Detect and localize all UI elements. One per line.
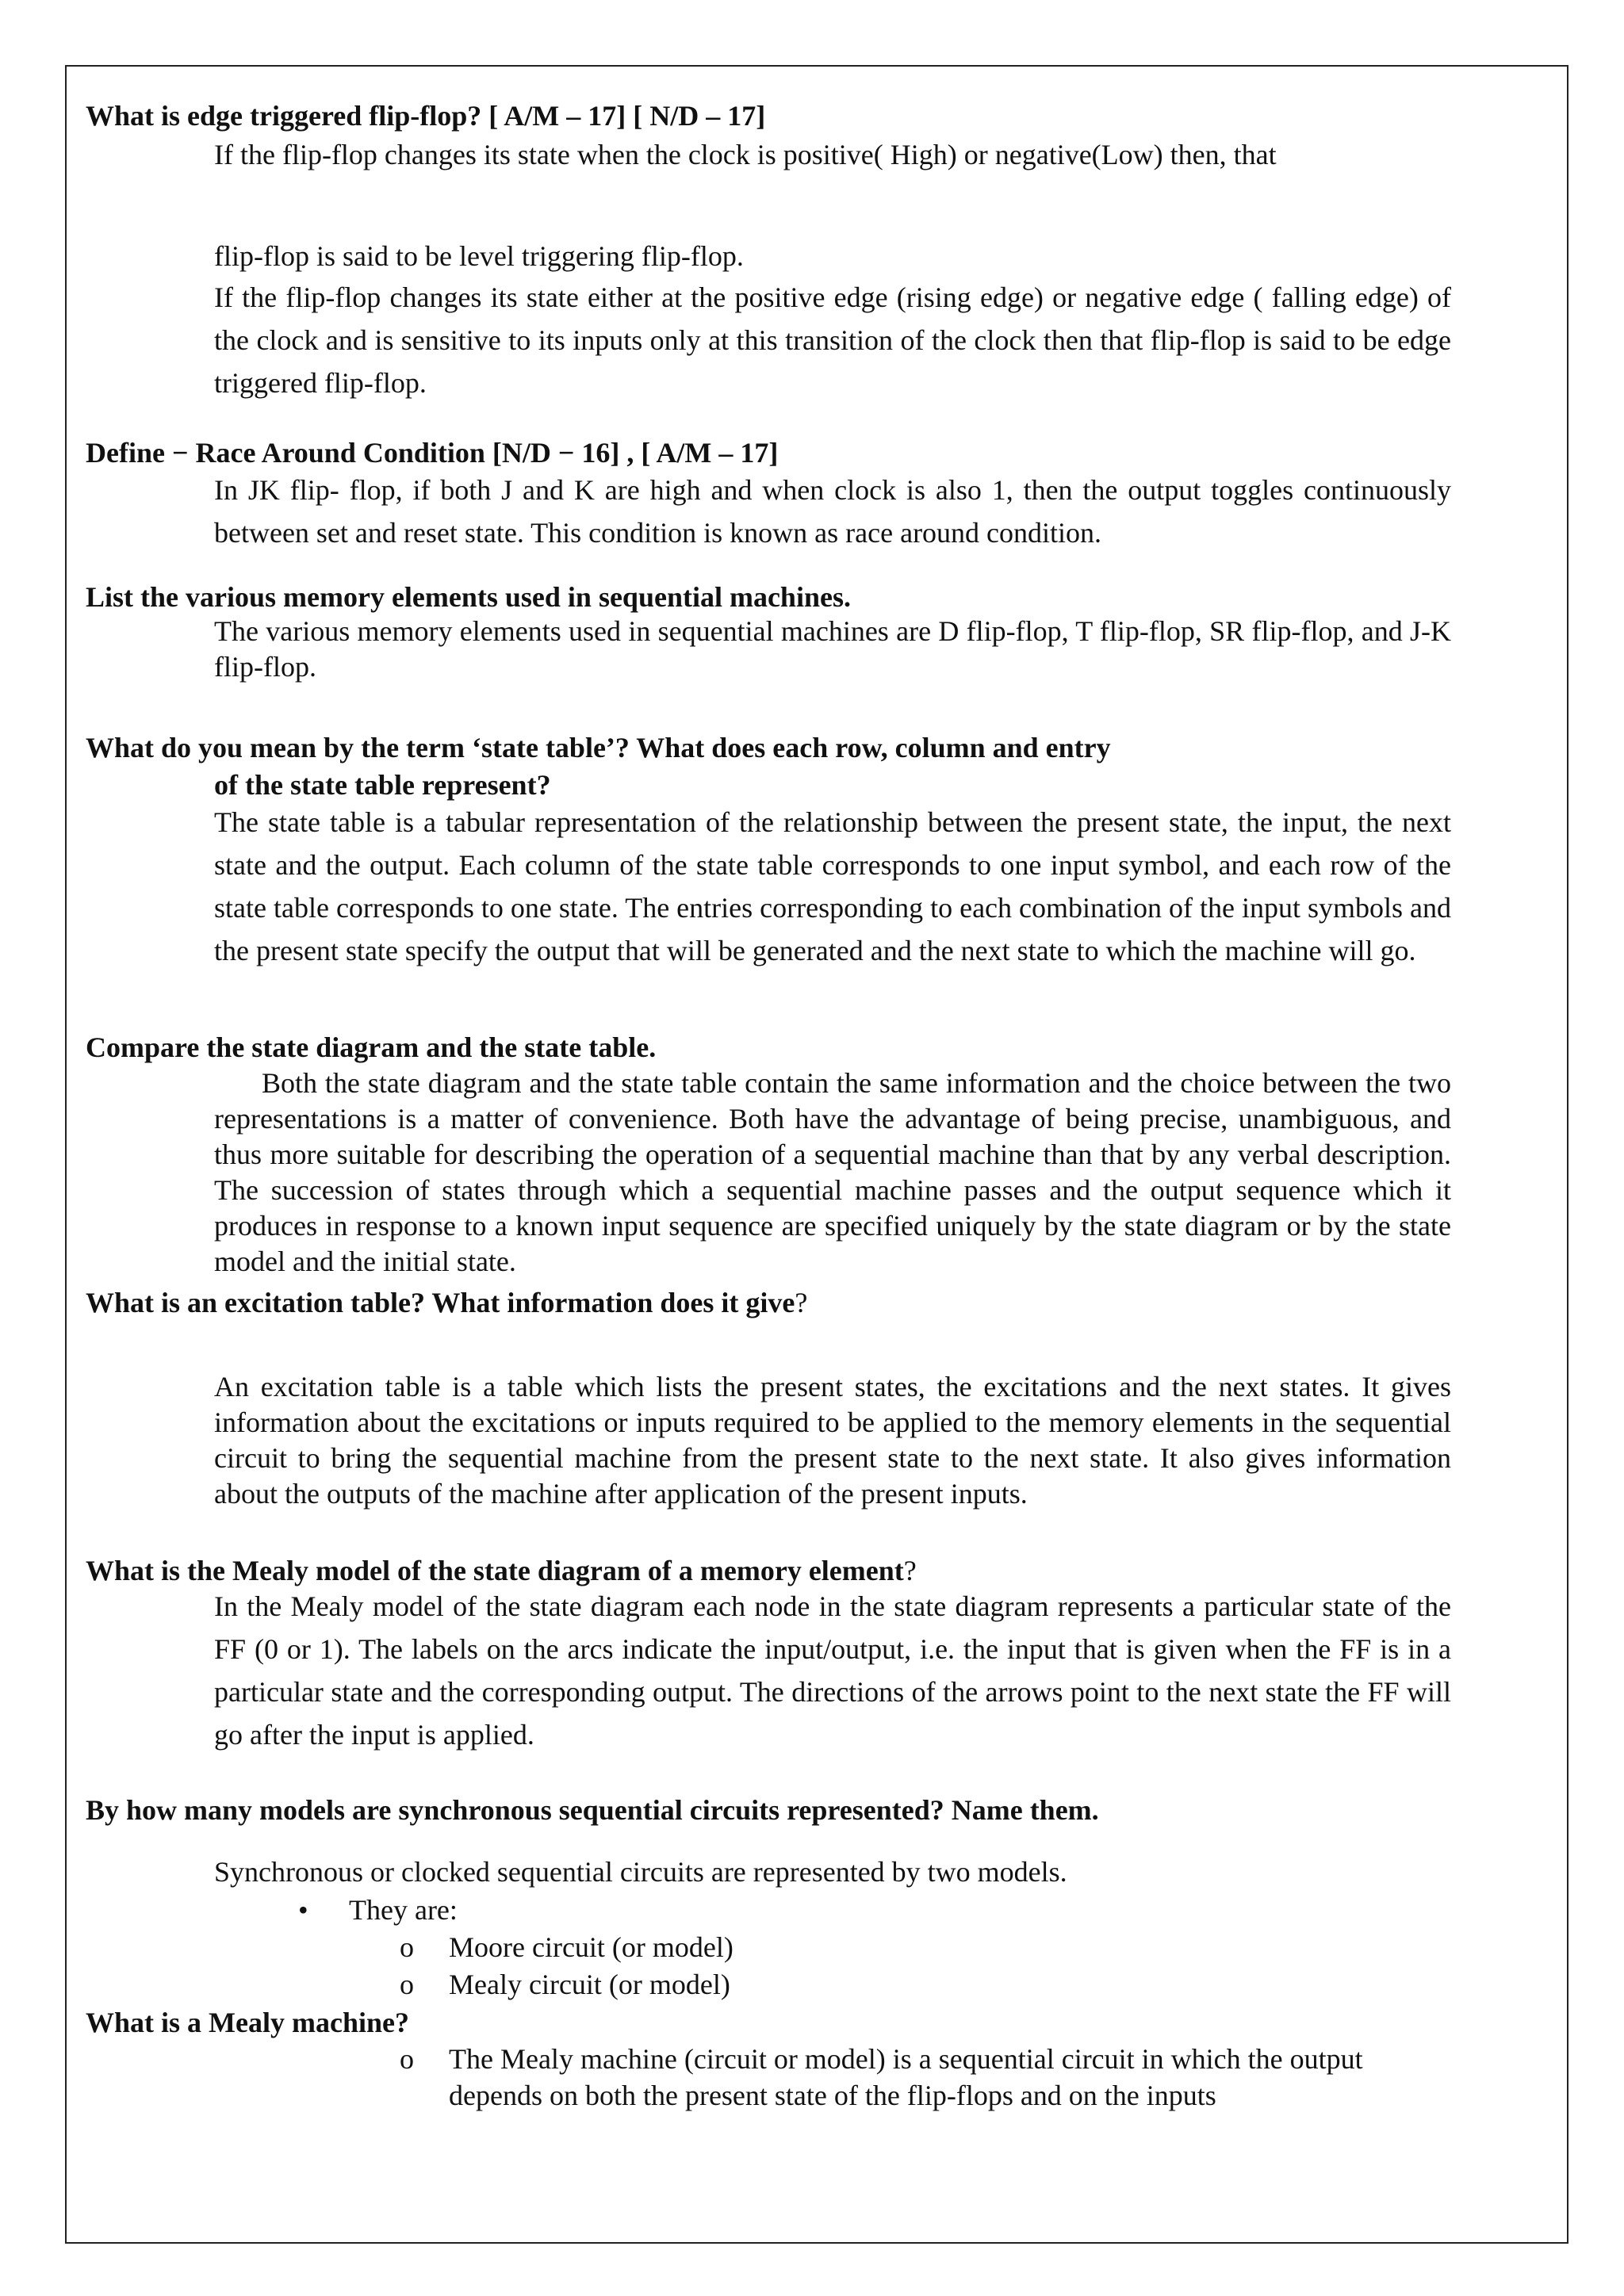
list-item-mealy: Mealy circuit (or model) bbox=[449, 1969, 730, 2000]
question-mealy-model-text: What is the Mealy model of the state diagram of a memory element bbox=[86, 1555, 904, 1586]
question-models-count: By how many models are synchronous sequential circuits represented? Name them. bbox=[86, 1794, 1099, 1826]
answer-models-count: Synchronous or clocked sequential circuits are represented by two models. bbox=[214, 1856, 1067, 1888]
answer-edge-triggered-para: If the flip-flop changes its state either at the positive edge (rising edge) or negative edge ( falling edge) of the clock and is sensitive to its inputs only at this transition of the clock then that flip-flop is said to be edge triggered flip-flop. bbox=[214, 281, 1451, 399]
answer-state-table: The state table is a tabular representation of the relationship between the present state, the input, the next state and the output. Each column of the state table corresponds to one input symbol, and each row of the state table corresponds to one state. The entries corresponding to each combination of the input symbols and the present state specify the output that will be generated and the next state to which the machine will go. bbox=[214, 806, 1451, 966]
list-item-moore: Moore circuit (or model) bbox=[449, 1931, 733, 1963]
question-mealy-model-mark: ? bbox=[903, 1555, 917, 1586]
question-excitation-table-mark: ? bbox=[795, 1287, 808, 1318]
list-item-they-are: They are: bbox=[349, 1894, 458, 1926]
answer-memory-elements: The various memory elements used in sequential machines are D flip-flop, T flip-flop, SR flip-flop, and J-K flip-flop. bbox=[214, 615, 1451, 683]
answer-excitation-table: An excitation table is a table which lists the present states, the excitations and the next states. It gives information about the excitations or inputs required to be applied to the memory elements in the sequential circuit to bring the sequential machine from the present state to the next state. It also gives information about the outputs of the machine after application of the present inputs. bbox=[214, 1371, 1451, 1510]
question-compare-diagram-table: Compare the state diagram and the state table. bbox=[86, 1031, 657, 1063]
question-state-table: What do you mean by the term ‘state table’? What does each row, column and entry bbox=[86, 732, 1111, 763]
answer-mealy-model: In the Mealy model of the state diagram each node in the state diagram represents a particular state of the FF (0 or 1). The labels on the arcs indicate the input/output, i.e. the input that is given when the FF is in a particular state and the corresponding output. The directions of the arrows point to the next state the FF will go after the input is applied. bbox=[214, 1590, 1451, 1751]
question-mealy-machine: What is a Mealy machine? bbox=[86, 2007, 409, 2038]
answer-edge-triggered-line1: If the flip-flop changes its state when the clock is positive( High) or negative(Low) then, that bbox=[214, 139, 1277, 170]
question-state-table-cont: of the state table represent? bbox=[214, 769, 551, 801]
question-race-around: Define − Race Around Condition [N/D − 16] , [ A/M – 17] bbox=[86, 437, 779, 469]
answer-race-around: In JK flip- flop, if both J and K are high and when clock is also 1, then the output toggles continuously between set and reset state. This condition is known as race around condition. bbox=[214, 474, 1451, 549]
answer-compare-diagram-table: Both the state diagram and the state table contain the same information and the choice between the two representations is a matter of convenience. Both have the advantage of being precise, unambiguous, and thus more suitable for describing the operation of a sequential machine than that by any verbal description. The succession of states through which a sequential machine passes and the output sequence which it produces in response to a known input sequence are specified uniquely by the state diagram or by the state model and the initial state. bbox=[214, 1067, 1451, 1277]
question-memory-elements: List the various memory elements used in sequential machines. bbox=[86, 581, 851, 613]
question-excitation-table-text: What is an excitation table? What information does it give bbox=[86, 1287, 795, 1318]
bullet-icon: • bbox=[298, 1894, 308, 1926]
sub-bullet-icon: o bbox=[400, 2043, 414, 2075]
question-excitation-table bbox=[86, 1284, 807, 1321]
question-mealy-model bbox=[86, 1552, 917, 1589]
answer-mealy-machine: The Mealy machine (circuit or model) is a sequential circuit in which the output depends on both the present state of the flip-flops and on the inputs bbox=[449, 2043, 1363, 2111]
sub-bullet-icon: o bbox=[400, 1969, 414, 2000]
question-edge-triggered: What is edge triggered flip-flop? [ A/M – 17] [ N/D – 17] bbox=[86, 100, 766, 132]
sub-bullet-icon: o bbox=[400, 1931, 414, 1963]
answer-edge-triggered-line2: flip-flop is said to be level triggering flip-flop. bbox=[214, 240, 744, 272]
